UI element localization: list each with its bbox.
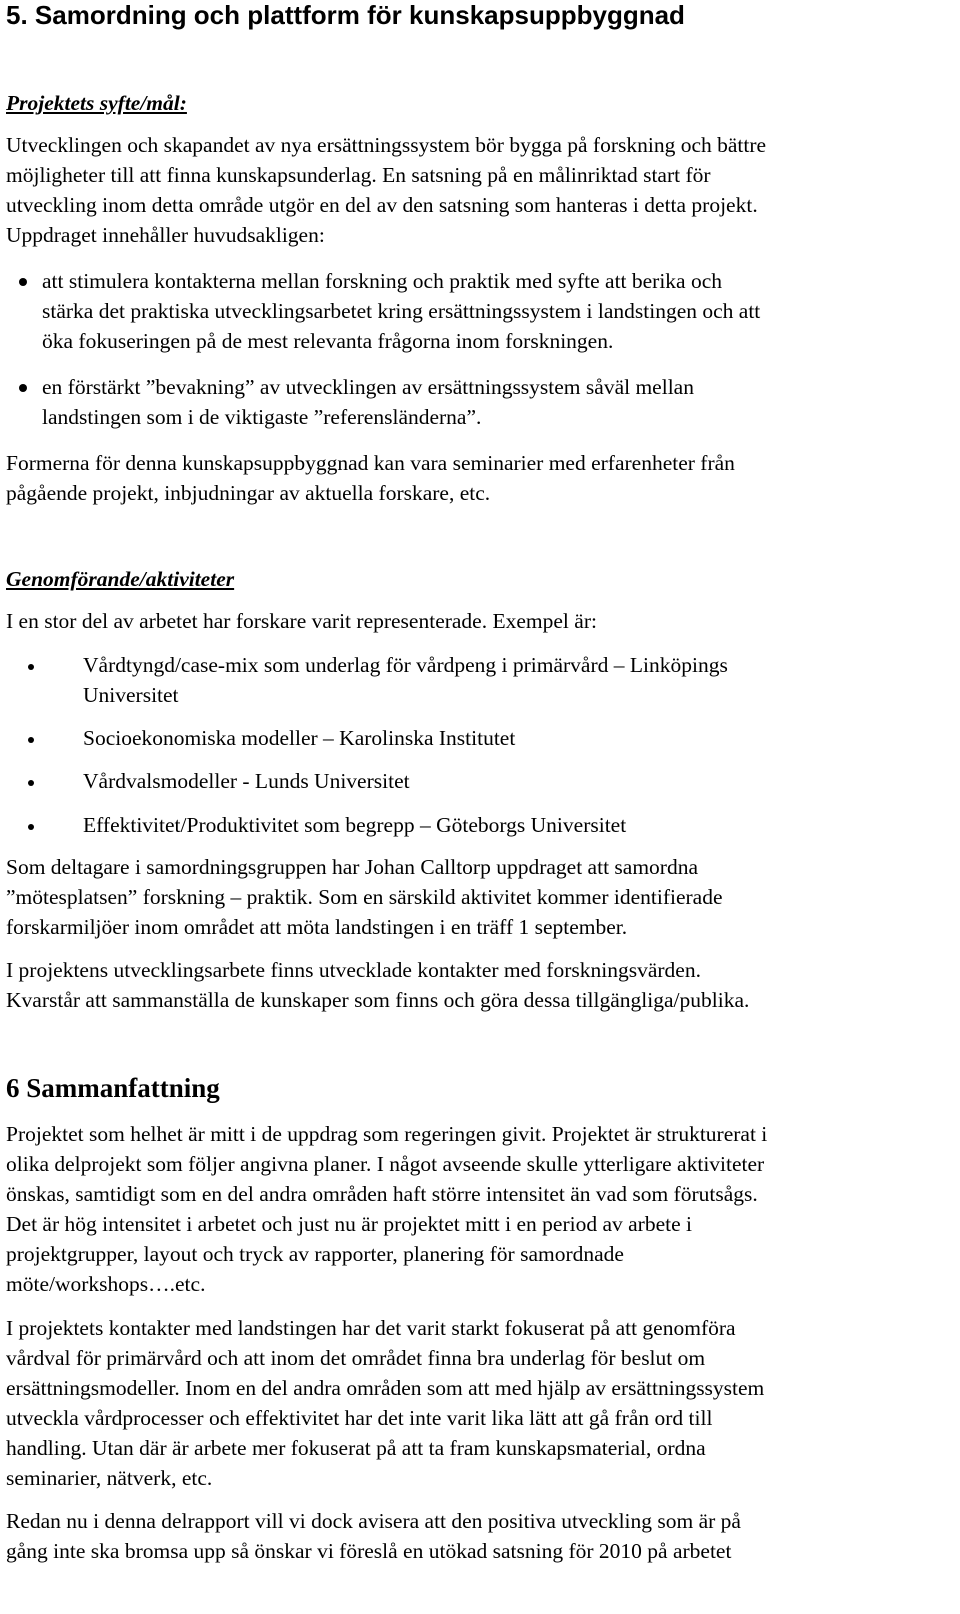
text-line: ”mötesplatsen” forskning – praktik. Som en särskild aktivitet kommer identifierade (6, 885, 723, 909)
bullet-icon (28, 664, 34, 670)
text-line: seminarier, nätverk, etc. (6, 1466, 213, 1490)
text-line: I projektens utvecklingsarbete finns utvecklade kontakter med forskningsvärden. (6, 958, 701, 982)
implementation-intro (6, 606, 597, 636)
bullet-icon (19, 278, 27, 286)
text-line: I en stor del av arbetet har forskare varit representerade. Exempel är: (6, 609, 597, 633)
forms-paragraph (6, 448, 735, 508)
text-line: Universitet (83, 683, 179, 707)
bullet-icon (28, 824, 34, 830)
text-line: I projektets kontakter med landstingen har det varit starkt fokuserat på att genomföra (6, 1316, 736, 1340)
text-line: vårdval för primärvård och att inom det området finna bra underlag för beslut om (6, 1346, 706, 1370)
text-line: en förstärkt ”bevakning” av utvecklingen av ersättningssystem såväl mellan (42, 375, 694, 399)
text-line: utveckling inom detta område utgör en del av den satsning som hanteras i detta projekt. (6, 193, 758, 217)
participant-paragraph (6, 852, 723, 942)
text-line: olika delprojekt som följer angivna planer. I något avseende skulle ytterligare aktiviteter (6, 1152, 765, 1176)
bullet-icon (28, 780, 34, 786)
text-line: önskas, samtidigt som en del andra områden haft större intensitet än vad som förutsågs. (6, 1182, 758, 1206)
summary-paragraph-1 (6, 1119, 767, 1299)
text-line: forskarmiljöer inom området att möta landstingen i en träff 1 september. (6, 915, 628, 939)
text-line: Som deltagare i samordningsgruppen har Johan Calltorp uppdraget att samordna (6, 855, 699, 879)
text-line: möte/workshops….etc. (6, 1272, 206, 1296)
text-line: Det är hög intensitet i arbetet och just nu är projektet mitt i en period av arbete i (6, 1212, 692, 1236)
text-line: Formerna för denna kunskapsuppbyggnad kan vara seminarier med erfarenheter från (6, 451, 735, 475)
text-line: ersättningsmodeller. Inom en del andra områden som att med hjälp av ersättningssystem (6, 1376, 765, 1400)
text-line: pågående projekt, inbjudningar av aktuella forskare, etc. (6, 481, 491, 505)
bullet-icon (28, 737, 34, 743)
text-line: gång inte ska bromsa upp så önskar vi föreslå en utökad satsning för 2010 på arbetet (6, 1539, 732, 1563)
implementation-subheading: Genomförande/aktiviteter (6, 567, 235, 591)
development-paragraph (6, 955, 749, 1015)
text-line: öka fokuseringen på de mest relevanta frågorna inom forskningen. (42, 329, 614, 353)
purpose-paragraph (6, 130, 766, 250)
text-line: landstingen som i de viktigaste ”referensländerna”. (42, 405, 482, 429)
section-5-heading: 5. Samordning och plattform för kunskapsuppbyggnad (6, 0, 685, 30)
bullet-icon (19, 384, 27, 392)
text-line: möjligheter till att finna kunskapsunderlag. En satsning på en målinriktad start för (6, 163, 711, 187)
text-line: projektgrupper, layout och tryck av rapporter, planering för samordnade (6, 1242, 624, 1266)
text-line: att stimulera kontakterna mellan forskning och praktik med syfte att berika och (42, 269, 723, 293)
text-line: Projektet som helhet är mitt i de uppdrag som regeringen givit. Projektet är strukturerat i (6, 1122, 768, 1146)
text-line: Vårdtyngd/case-mix som underlag för vårdpeng i primärvård – Linköpings (83, 653, 728, 677)
purpose-subheading: Projektets syfte/mål: (6, 91, 187, 115)
text-line: utveckla vårdprocesser och effektivitet har det inte varit lika lätt att gå från ord till (6, 1406, 713, 1430)
text-line: Redan nu i denna delrapport vill vi dock avisera att den positiva utveckling som är på (6, 1509, 741, 1533)
text-line: Utvecklingen och skapandet av nya ersättningssystem bör bygga på forskning och bättre (6, 133, 767, 157)
section-6-heading: 6 Sammanfattning (6, 1073, 220, 1103)
text-line: Uppdraget innehåller huvudsakligen: (6, 223, 325, 247)
text-line: Kvarstår att sammanställa de kunskaper som finns och göra dessa tillgängliga/publika. (6, 988, 750, 1012)
summary-paragraph-3 (6, 1506, 741, 1566)
text-line: stärka det praktiska utvecklingsarbetet kring ersättningssystem i landstingen och att (42, 299, 761, 323)
text-line: Socioekonomiska modeller – Karolinska Institutet (83, 726, 516, 750)
text-line: Vårdvalsmodeller - Lunds Universitet (83, 769, 410, 793)
summary-paragraph-2 (6, 1313, 764, 1493)
text-line: handling. Utan där är arbete mer fokuserat på att ta fram kunskapsmaterial, ordna (6, 1436, 706, 1460)
text-line: Effektivitet/Produktivitet som begrepp – Göteborgs Universitet (83, 813, 627, 837)
